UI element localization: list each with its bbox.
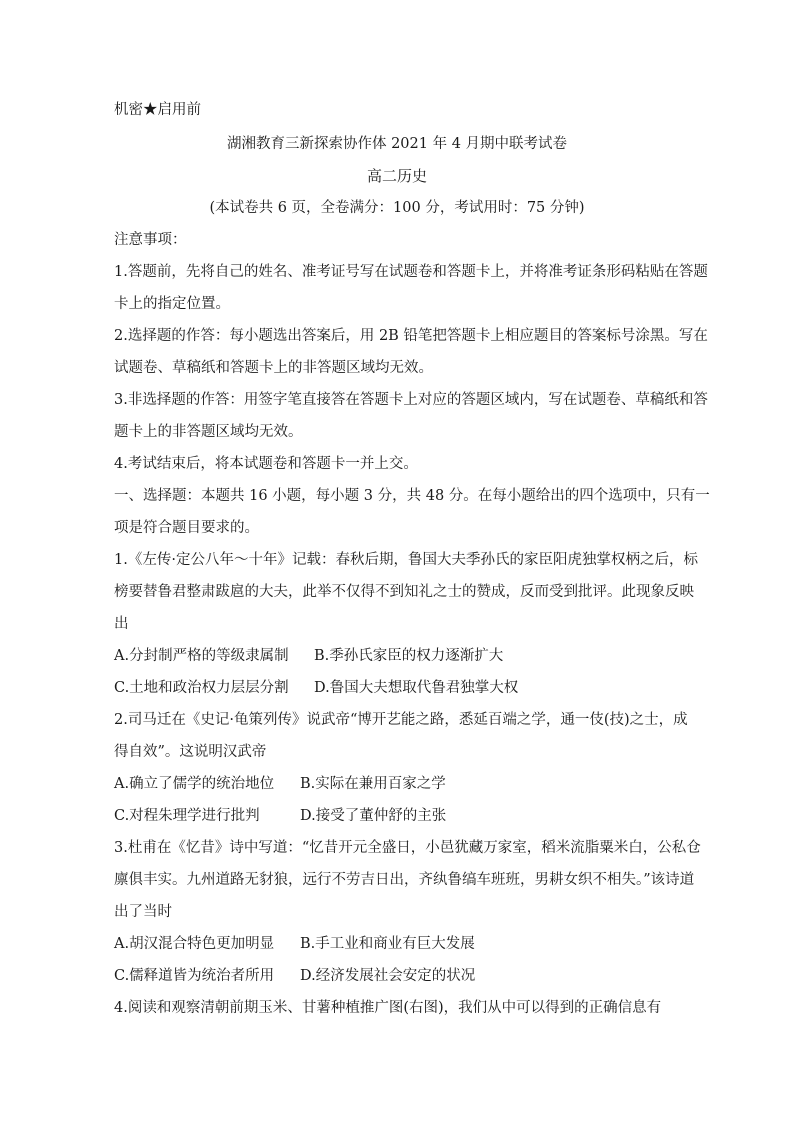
question-1-stem: 榜要替鲁君整肃跋扈的大夫，此举不仅得不到知礼之士的赞成，反而受到批评。此现象反映 — [114, 584, 694, 600]
notes-line: 4.考试结束后，将本试题卷和答题卡一并上交。 — [114, 456, 418, 472]
question-3-option-b: B.手工业和商业有巨大发展 — [300, 936, 475, 952]
question-2-option-c: C.对程朱理学进行批判 — [114, 808, 260, 824]
exam-title: 湖湘教育三新探索协作体 2021 年 4 月期中联考试卷 — [226, 136, 568, 152]
question-3-option-a: A.胡汉混合特色更加明显 — [114, 936, 275, 952]
notes-line: 试题卷、草稿纸和答题卡上的非答题区域均无效。 — [114, 360, 433, 376]
question-3-stem: 廪俱丰实。九州道路无豺狼，远行不劳吉日出，齐纨鲁缟车班班，男耕女织不相失。”该诗道 — [114, 872, 695, 888]
question-3-stem: 出了当时 — [114, 904, 172, 920]
question-1-option-c: C.土地和政治权力层层分割 — [114, 680, 289, 696]
notes-line: 题卡上的非答题区域均无效。 — [114, 424, 303, 440]
question-3-stem: 3.杜甫在《忆昔》诗中写道：“忆昔开元全盛日，小邑犹藏万家室，稻米流脂粟米白，公私仓 — [114, 840, 701, 856]
question-3-option-d: D.经济发展社会安定的状况 — [300, 968, 476, 984]
question-2-option-a: A.确立了儒学的统治地位 — [114, 776, 275, 792]
notes-line: 3.非选择题的作答：用签字笔直接答在答题卡上对应的答题区域内，写在试题卷、草稿纸和答 — [114, 392, 708, 408]
subject-title: 高二历史 — [366, 167, 427, 185]
question-4-stem: 4.阅读和观察清朝前期玉米、甘薯种植推广图(右图)，我们从中可以得到的正确信息有 — [114, 1000, 662, 1016]
section-intro: 项是符合题目要求的。 — [114, 520, 259, 536]
section-intro: 一、选择题：本题共 16 小题，每小题 3 分，共 48 分。在每小题给出的四个选项中，只有一 — [114, 488, 710, 504]
secret-tag: 机密★启用前 — [114, 102, 201, 118]
question-2-option-b: B.实际在兼用百家之学 — [300, 776, 446, 792]
question-1-stem: 出 — [114, 616, 129, 632]
question-1-option-d: D.鲁国大夫想取代鲁君独掌大权 — [314, 680, 519, 696]
question-2-option-d: D.接受了董仲舒的主张 — [300, 808, 447, 824]
question-3-option-c: C.儒释道皆为统治者所用 — [114, 968, 275, 984]
question-2-stem: 2.司马迁在《史记·龟策列传》说武帝“博开艺能之路，悉延百端之学，通一伎(技)之士，成 — [114, 712, 688, 728]
notes-heading: 注意事项： — [114, 232, 187, 248]
question-1-option-b: B.季孙氏家臣的权力逐渐扩大 — [314, 648, 504, 664]
exam-info: (本试卷共 6 页，全卷满分：100 分，考试用时：75 分钟) — [209, 200, 585, 216]
notes-line: 1.答题前，先将自己的姓名、准考证号写在试题卷和答题卡上，并将准考证条形码粘贴在答题 — [114, 264, 708, 280]
question-1-stem: 1.《左传·定公八年～十年》记载：春秋后期，鲁国大夫季孙氏的家臣阳虎独掌权柄之后，标 — [114, 552, 698, 568]
notes-line: 2.选择题的作答：每小题选出答案后，用 2B 铅笔把答题卡上相应题目的答案标号涂黑。写在 — [114, 328, 708, 344]
question-2-stem: 得自效”。这说明汉武帝 — [114, 744, 267, 760]
question-1-option-a: A.分封制严格的等级隶属制 — [114, 648, 289, 664]
notes-line: 卡上的指定位置。 — [114, 296, 230, 312]
